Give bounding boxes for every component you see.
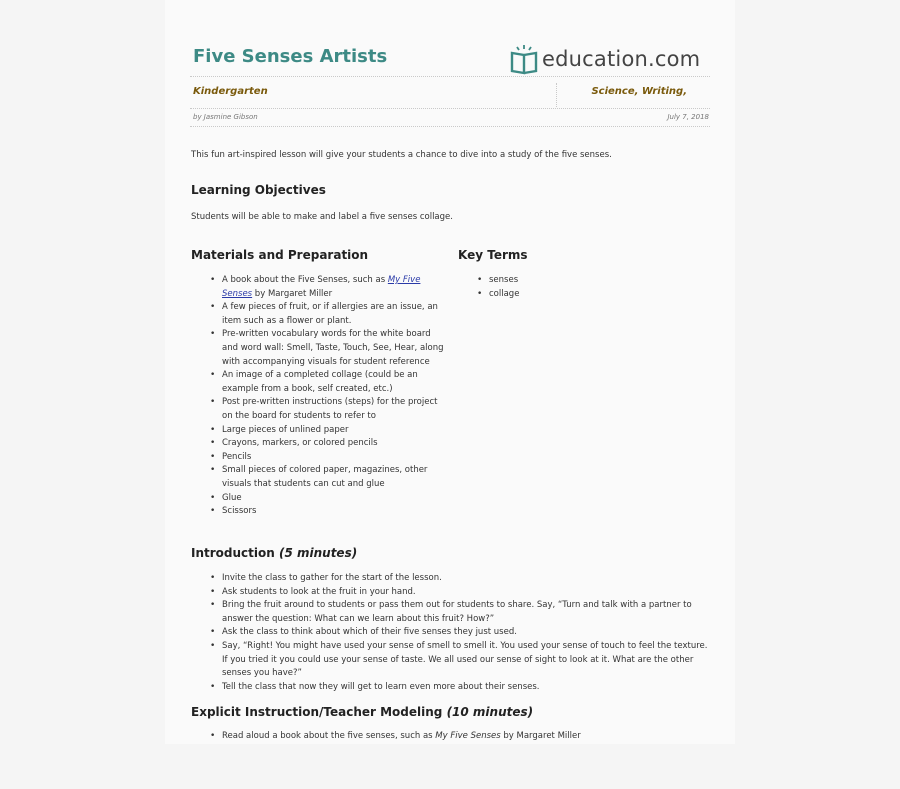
logo-text: education.com [542, 47, 701, 71]
list-item: • Ask students to look at the fruit in your hand. [222, 586, 712, 600]
divider [190, 126, 710, 127]
list-item: • Read aloud a book about the five senses, such as My Five Senses by Margaret Miller [222, 730, 712, 744]
date: July 7, 2018 [667, 113, 709, 121]
intro-paragraph: This fun art-inspired lesson will give your students a chance to dive into a study of the five senses. [191, 150, 612, 160]
explicit-instruction-heading: Explicit Instruction/Teacher Modeling (10 minutes) [191, 705, 534, 719]
page-cutoff [0, 744, 900, 789]
list-item: • collage [489, 288, 639, 302]
list-item: • Tell the class that now they will get to learn even more about their senses. [222, 681, 712, 695]
list-item: • Scissors [222, 505, 448, 519]
materials-heading: Materials and Preparation [191, 248, 369, 262]
grade-label: Kindergarten [193, 86, 268, 97]
introduction-list [222, 572, 712, 694]
list-item: • Say, “Right! You might have used your sense of smell to smell it. You used your sense of touch to feel the texture. If you tried it you could use your sense of taste. We all used our sense of sight to look at it. What are the other senses you have?” [222, 640, 712, 681]
book-link[interactable]: My Five Senses [222, 275, 421, 299]
key-terms-heading: Key Terms [458, 248, 528, 262]
list-item: • A book about the Five Senses, such as My Five Senses by Margaret Miller [222, 274, 448, 301]
list-item: • Bring the fruit around to students or pass them out for students to share. Say, “Turn and talk with a partner to answer the question: What can we learn about this fruit? How?” [222, 599, 712, 626]
list-item: • Invite the class to gather for the start of the lesson. [222, 572, 712, 586]
list-item: • Large pieces of unlined paper [222, 424, 448, 438]
lesson-title: Five Senses Artists [193, 46, 388, 67]
vertical-divider [556, 83, 557, 107]
list-item: • A few pieces of fruit, or if allergies are an issue, an item such as a flower or plant. [222, 301, 448, 328]
book-lightbulb-icon [508, 43, 542, 75]
list-item: • Crayons, markers, or colored pencils [222, 437, 448, 451]
list-item: • Glue [222, 492, 448, 506]
materials-list [222, 274, 448, 519]
list-item: • Small pieces of colored paper, magazines, other visuals that students can cut and glue [222, 464, 448, 491]
introduction-heading: Introduction (5 minutes) [191, 546, 358, 560]
list-item: • Ask the class to think about which of their five senses they just used. [222, 626, 712, 640]
subjects-label: Science, Writing, [591, 86, 687, 97]
list-item: • senses [489, 274, 639, 288]
author: by Jasmine Gibson [193, 113, 258, 121]
learning-objectives-text: Students will be able to make and label a five senses collage. [191, 212, 453, 222]
list-item: • An image of a completed collage (could be an example from a book, self created, etc.) [222, 369, 448, 396]
education-logo[interactable] [508, 42, 700, 76]
divider [190, 108, 710, 109]
divider [190, 76, 710, 77]
key-terms-list [489, 274, 639, 301]
list-item: • Pre-written vocabulary words for the white board and word wall: Smell, Taste, Touch, See, Hear, along with accompanying visuals for student reference [222, 328, 448, 369]
list-item: • Pencils [222, 451, 448, 465]
learning-objectives-heading: Learning Objectives [191, 183, 326, 197]
list-item: • Post pre-written instructions (steps) for the project on the board for students to refer to [222, 396, 448, 423]
